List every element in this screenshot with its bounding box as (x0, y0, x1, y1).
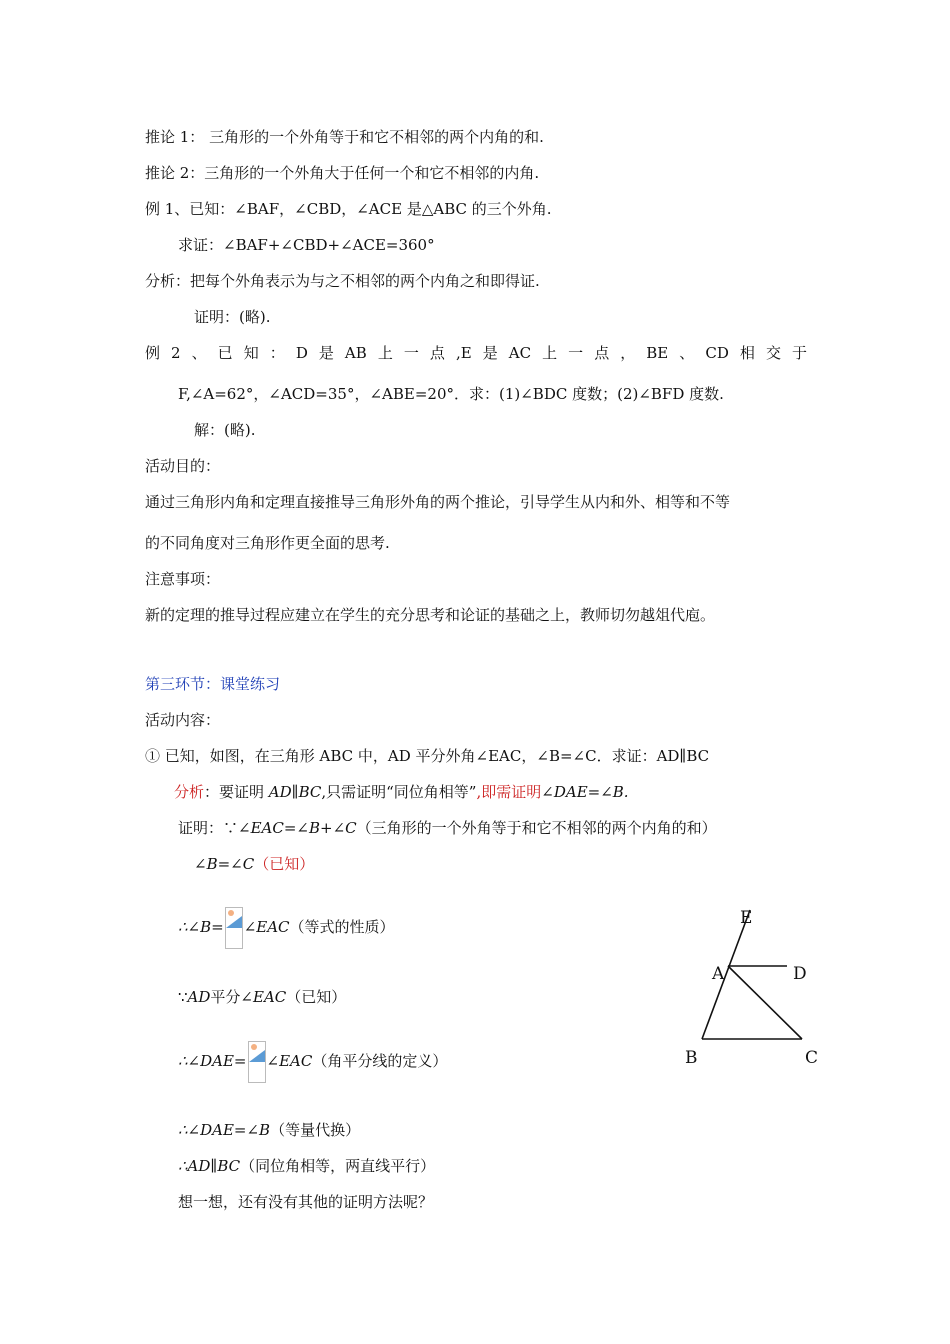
example-1-given: 例 1、已知：∠BAF，∠CBD，∠ACE 是△ABC 的三个外角. (145, 200, 552, 218)
fraction-image-placeholder (225, 907, 243, 949)
triangle-figure (680, 900, 840, 1080)
analysis-line: 分析：要证明 AD∥BC,只需证明“同位角相等”,即需证明∠DAE=∠B. (174, 783, 629, 801)
fraction-image-placeholder (248, 1041, 266, 1083)
example-2-continued: F,∠A=62°，∠ACD=35°，∠ABE=20°．求：(1)∠BDC 度数；(2)∠BFD 度数. (178, 385, 724, 403)
think-question: 想一想，还有没有其他的证明方法呢？ (178, 1193, 434, 1211)
purpose-text-1: 通过三角形内角和定理直接推导三角形外角的两个推论，引导学生从内和外、相等和不等 (145, 493, 731, 511)
example-2-solution: 解：(略). (194, 421, 256, 439)
corollary-1: 推论 1： 三角形的一个外角等于和它不相邻的两个内角的和. (145, 128, 544, 146)
example-1-proof: 证明：(略). (194, 308, 271, 326)
line-ac (728, 966, 802, 1039)
proof-line: 证明：∵∠EAC=∠B+∠C（三角形的一个外角等于和它不相邻的两个内角的和） (178, 819, 717, 837)
example-2-given: 例 2 、 已 知 ： D 是 AB 上 一 点 ,E 是 AC 上 一 点 ， BE 、 CD 相 交 于 (145, 344, 807, 362)
notes-label: 注意事项： (145, 570, 221, 588)
proof-step-2: ∠B=∠C（已知） (194, 855, 315, 873)
analysis-label: 分析 (174, 783, 205, 801)
label-a: A (712, 964, 725, 984)
label-b: B (685, 1048, 698, 1068)
purpose-text-2: 的不同角度对三角形作更全面的思考. (145, 534, 390, 552)
example-1-analysis: 分析：把每个外角表示为与之不相邻的两个内角之和即得证. (145, 272, 540, 290)
proof-step-3: ∴∠B= ∠EAC（等式的性质） (178, 906, 395, 949)
proof-step-6: ∴∠DAE=∠B（等量代换） (178, 1121, 361, 1139)
example-1-prove: 求证：∠BAF+∠CBD+∠ACE=360° (178, 236, 435, 254)
label-d: D (793, 964, 807, 984)
content-label: 活动内容： (145, 711, 221, 729)
question-1: ① 已知，如图，在三角形 ABC 中，AD 平分外角∠EAC，∠B=∠C．求证：AD∥BC (145, 747, 710, 765)
notes-text: 新的定理的推导过程应建立在学生的充分思考和论证的基础之上，教师切勿越俎代庖。 (145, 606, 716, 624)
proof-step-7: ∴AD∥BC（同位角相等，两直线平行） (178, 1157, 436, 1175)
proof-step-5: ∴∠DAE= ∠EAC（角平分线的定义） (178, 1040, 447, 1083)
purpose-label: 活动目的： (145, 457, 221, 475)
label-e: E (740, 908, 753, 928)
corollary-2: 推论 2：三角形的一个外角大于任何一个和它不相邻的内角. (145, 164, 540, 182)
section-title: 第三环节：课堂练习 (145, 675, 281, 693)
line-ab-extended-e (702, 908, 753, 1039)
proof-step-4: ∵AD平分∠EAC（已知） (178, 988, 347, 1006)
label-c: C (805, 1048, 819, 1068)
